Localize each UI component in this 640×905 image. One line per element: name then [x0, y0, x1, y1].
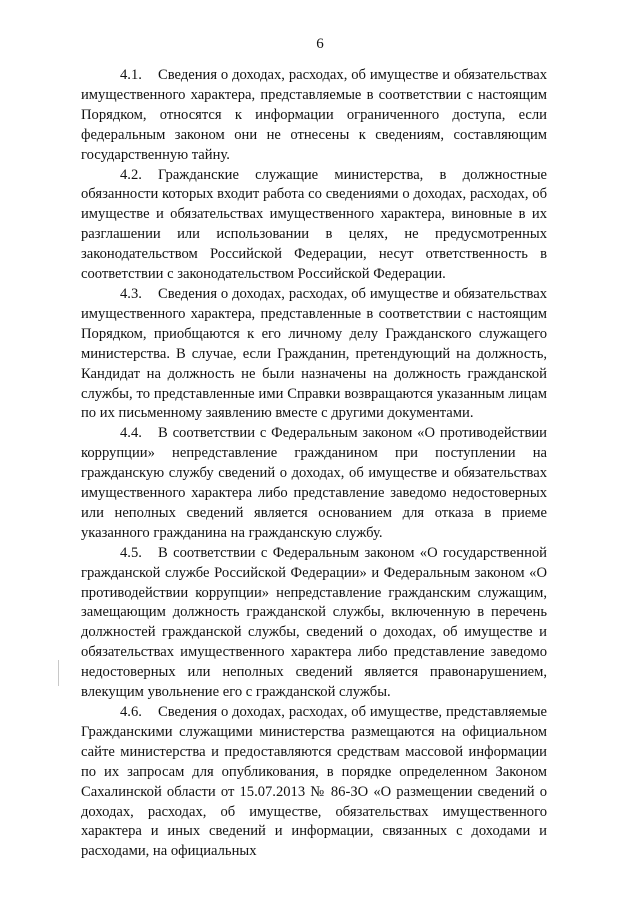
paragraph-4-5: [81, 544, 547, 703]
paragraph-number: 4.4.: [120, 425, 142, 442]
paragraph-text: В соответствии с Федеральным законом «О противодействии коррупции» непредставление гражданином при поступлении на гражданскую службу сведений о доходах, об имуществе и обязательствах имущественного характера либо представление заведомо недостоверных или неполных сведений является основанием для отказа в приеме указанного гражданина на гражданскую службу.: [81, 425, 547, 541]
paragraph-text: Сведения о доходах, расходах, об имуществе и обязательствах имущественного характера, представленные в соответствии с настоящим Порядком, приобщаются к его личному делу Гражданского служащего министерства. В случае, если Гражданин, претендующий на должность, Кандидат на должность не были назначены на должность гражданской службы, то представленные ими Справки возвращаются указанным лицам по их письменному заявлению вместе с другими документами.: [81, 285, 547, 422]
page-number: 6: [316, 36, 324, 52]
paragraph-text: Сведения о доходах, расходах, об имуществе, представляемые Гражданскими служащими министерства размещаются на официальном сайте министерства и предоставляются средствам массовой информации по их запросам для опубликования, в порядке определенном Законом Сахалинской области от 15.07.2013 № 86-ЗО «О размещении сведений о доходах, расходах, об имуществе, обязательствах имущественного характера и иных сведений и информации, связанных с доходами и расходами, на официальных: [81, 704, 547, 860]
paragraph-number: 4.3.: [120, 285, 142, 302]
paragraph-number: 4.6.: [120, 704, 142, 720]
scan-margin-mark: [58, 660, 59, 686]
paragraph-4-2: [81, 166, 547, 285]
paragraph-number: 4.5.: [120, 544, 142, 561]
paragraph-4-6: [81, 703, 547, 862]
paragraph-text: Сведения о доходах, расходах, об имуществе и обязательствах имущественного характера, представляемые в соответствии с настоящим Порядком, относятся к информации ограниченного доступа, если федеральным законом они не отнесены к сведениям, составляющим государственную тайну.: [81, 67, 547, 163]
document-body: [81, 66, 547, 862]
paragraph-text: В соответствии с Федеральным законом «О государственной гражданской службе Российской Федерации» и Федеральным законом «О противодействии коррупции» непредставление гражданским служащим, замещающим должность гражданской службы, включенную в перечень должностей гражданской службы, сведений о доходах, об имуществе и обязательствах имущественного характера либо представление заведомо недостоверных или неполных сведений является правонарушением, влекущим увольнение его с гражданской службы.: [81, 544, 547, 701]
paragraph-4-3: [81, 285, 547, 424]
paragraph-text: Гражданские служащие министерства, в должностные обязанности которых входит работа со сведениями о доходах, расходах, об имуществе и обязательствах имущественного характера, виновные в их разглашении или использовании в целях, не предусмотренных законодательством Российской Федерации, несут ответственность в соответствии с законодательством Российской Федерации.: [81, 166, 547, 283]
paragraph-number: 4.2.: [120, 166, 142, 183]
paragraph-number: 4.1.: [120, 67, 142, 83]
paragraph-4-1: [81, 66, 547, 166]
paragraph-4-4: [81, 424, 547, 543]
